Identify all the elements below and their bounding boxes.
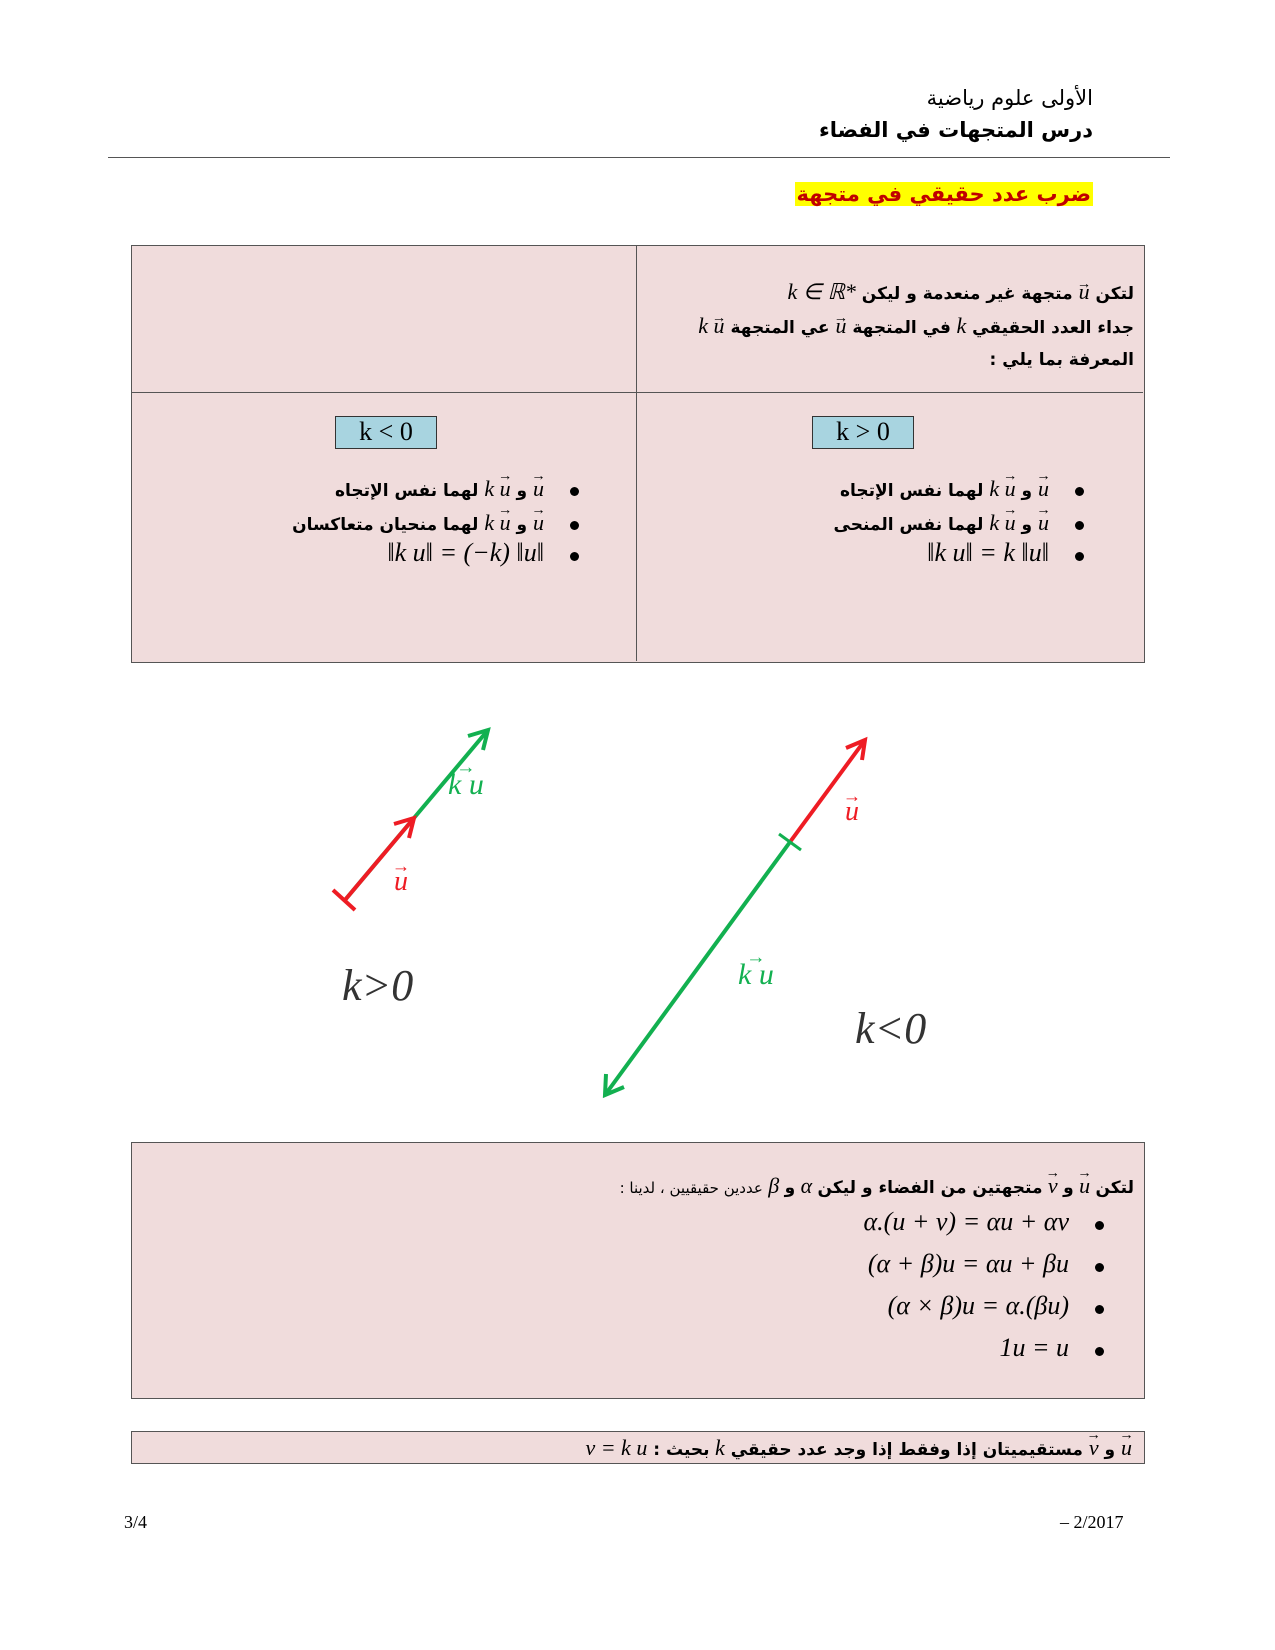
badge-k-negative: k < 0 [335,416,437,449]
caption-k-negative: k<0 [855,1004,927,1053]
badge-k-positive: k > 0 [812,416,914,449]
neg-norm-equation: ‖k u‖ = (−k) ‖u‖ [387,538,544,567]
definition-text [654,276,1134,376]
definition-line-1: لتكن u → متجهة غير منعدمة و ليكن k ∈ ℝ* [654,276,1134,310]
property-item: (α × β)u = α.(βu) [888,1291,1104,1321]
label-ku-negative: k u → [738,958,774,992]
section-title [795,182,1093,206]
definition-box [131,245,1145,663]
property-item: (α + β)u = αu + βu [868,1249,1104,1279]
neg-bullet-2: u → و k u → لهما منحيان متعاكسان [292,510,579,536]
section-title-text: ضرب عدد حقيقي في متجهة [796,182,1091,206]
pos-norm-equation: ‖k u‖ = k ‖u‖ [927,538,1049,567]
footer-date: – 2/2017 [1060,1512,1124,1532]
pos-bullet-2: u → و k u → لهما نفس المنحى [834,510,1084,536]
header-divider [108,157,1170,158]
pos-bullet-1: u → و k u → لهما نفس الإتجاه [840,476,1084,502]
neg-bullet-1: u → و k u → لهما نفس الإتجاه [335,476,579,502]
collinear-text: u → و v → مستقيميتان إذا وفقط إذا وجد عدد حقيقي k بحيث : v = k u [585,1435,1132,1461]
property-item: α.(u + v) = αu + αv [864,1207,1104,1237]
header-subtitle: الأولى علوم رياضية [926,86,1093,110]
caption-k-positive: k>0 [342,961,414,1010]
page-title: درس المتجهات في الفضاء [818,118,1093,142]
k-in-reals: k ∈ ℝ* [787,279,856,304]
neg-bullet-3 [387,538,579,568]
pos-bullet-3 [927,538,1084,568]
property-item: 1u = u [999,1333,1104,1363]
box-divider-vertical [636,246,637,661]
definition-line-3: المعرفة بما يلي : [989,350,1134,370]
label-ku-positive: k u → [448,768,484,802]
box-divider-horizontal [132,392,1143,393]
collinear-equation: v = k u [585,1435,648,1460]
definition-line-2: جداء العدد الحقيقي k في المتجهة u → عي المتجهة k u → [654,310,1134,344]
properties-box [131,1142,1145,1399]
footer-page-number: 3/4 [124,1512,148,1532]
properties-intro: لتكن u → و v → متجهتين من الفضاء و ليكن α و β عددين حقيقيين ، لدينا : [144,1173,1134,1199]
collinear-box [131,1431,1145,1464]
label-u-positive: u → [394,866,408,898]
label-u-negative: u → [845,796,859,828]
